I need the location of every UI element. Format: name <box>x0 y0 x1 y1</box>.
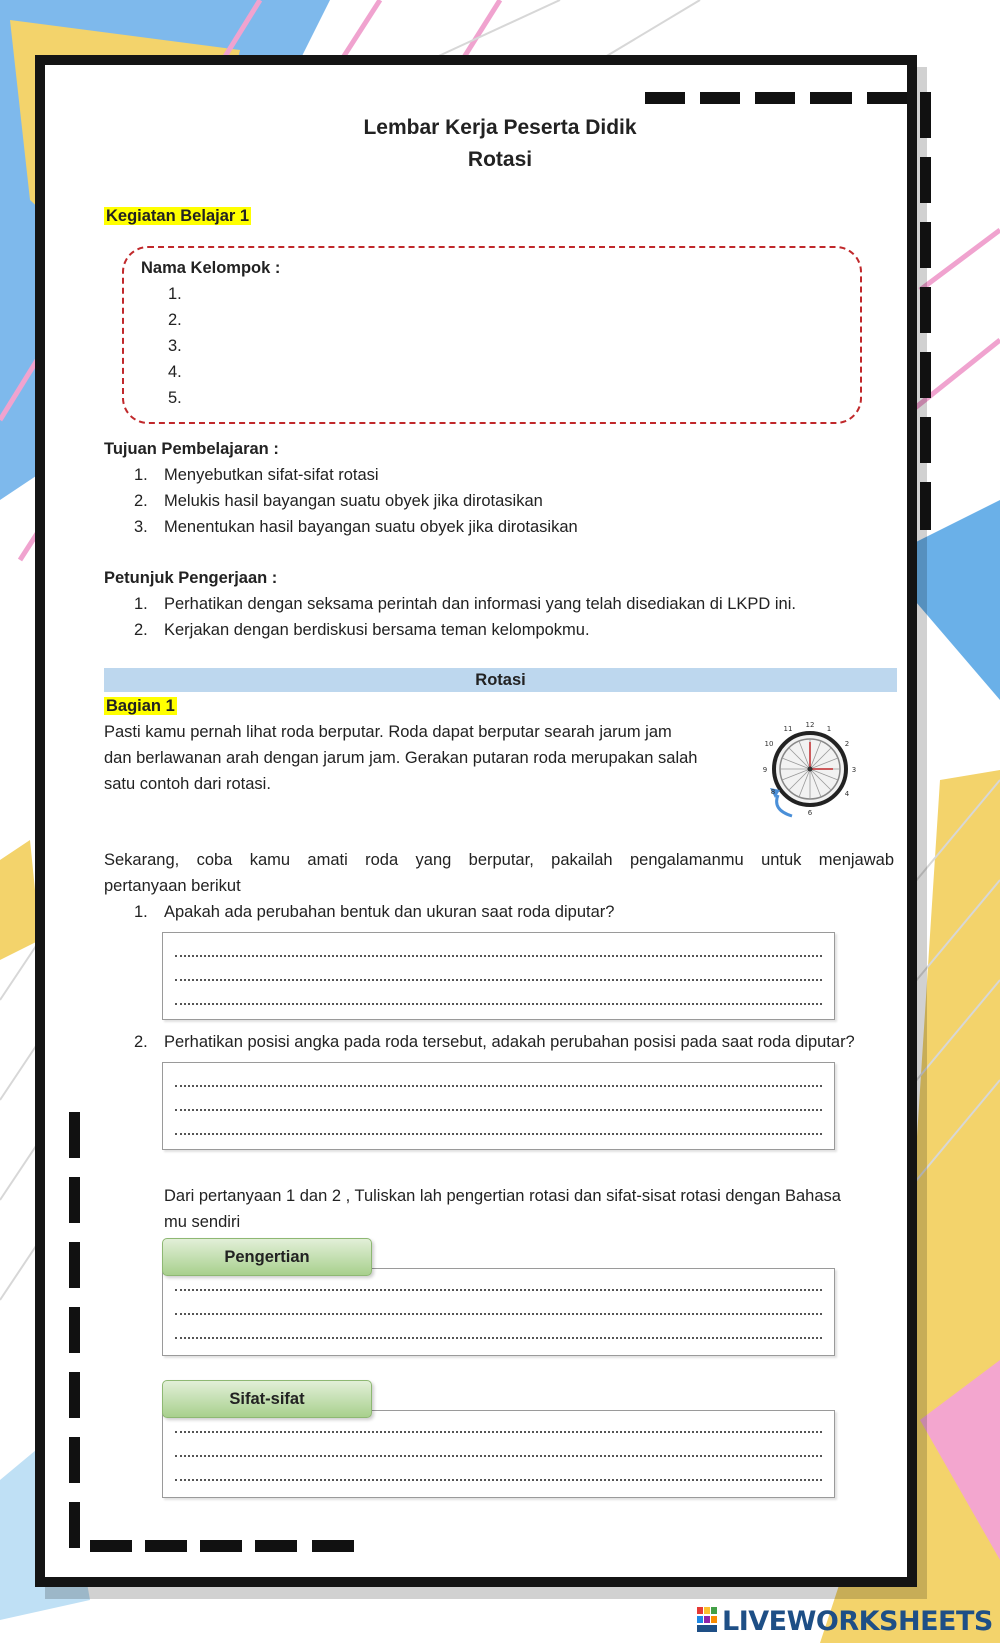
part-label <box>104 696 177 716</box>
wheel-num-12: 12 <box>805 721 815 729</box>
page-title: Lembar Kerja Peserta Didik <box>363 116 637 139</box>
page-subtitle: Rotasi <box>467 148 533 171</box>
intro-line-1: Pasti kamu pernah lihat roda berputar. Roda dapat berputar searah jarum jam <box>104 723 672 741</box>
group-member-2: 2. <box>168 311 182 329</box>
wheel-num-8: 8 <box>770 788 776 796</box>
definition-answer-box[interactable] <box>162 1268 835 1356</box>
answer-box-2[interactable] <box>162 1062 835 1150</box>
question-text-1: Apakah ada perubahan bentuk dan ukuran saat roda diputar? <box>164 903 615 921</box>
instructions-label: Petunjuk Pengerjaan : <box>104 569 278 587</box>
wheel-num-10: 10 <box>764 740 774 748</box>
intro-line-2: dan berlawanan arah dengan jarum jam. Gerakan putaran roda merupakan salah <box>104 749 698 767</box>
brand-text: LIVEWORKSHEETS <box>722 1606 993 1637</box>
wheel-num-2: 2 <box>844 740 850 748</box>
observe-line-2: pertanyaan berikut <box>104 877 241 895</box>
properties-label: Sifat-sifat <box>162 1380 372 1418</box>
liveworksheets-logo-icon <box>697 1607 719 1633</box>
objectives-label: Tujuan Pembelajaran : <box>104 440 279 458</box>
objective-text-3: Menentukan hasil bayangan suatu obyek jika dirotasikan <box>164 518 578 536</box>
answer-line <box>175 1109 822 1111</box>
answer-line <box>175 1337 822 1339</box>
objective-num-1: 1. <box>134 466 148 484</box>
instruction-text-1: Perhatikan dengan seksama perintah dan informasi yang telah disediakan di LKPD ini. <box>164 595 796 613</box>
answer-line <box>175 1003 822 1005</box>
group-member-4: 4. <box>168 363 182 381</box>
summary-line-2: mu sendiri <box>164 1213 241 1231</box>
group-member-3: 3. <box>168 337 182 355</box>
objective-text-1: Menyebutkan sifat-sifat rotasi <box>164 466 379 484</box>
answer-line <box>175 955 822 957</box>
answer-line <box>175 1479 822 1481</box>
question-num-2: 2. <box>134 1033 148 1051</box>
question-text-2: Perhatikan posisi angka pada roda tersebut, adakah perubahan posisi pada saat roda diputar? <box>164 1033 855 1051</box>
group-member-1: 1. <box>168 285 182 303</box>
intro-line-3: satu contoh dari rotasi. <box>104 775 271 793</box>
liveworksheets-brand <box>697 1606 997 1638</box>
instruction-num-2: 2. <box>134 621 148 639</box>
section-title-bar: Rotasi <box>104 668 897 692</box>
summary-line-1: Dari pertanyaan 1 dan 2 , Tuliskan lah pengertian rotasi dan sifat-sisat rotasi dengan Bahasa <box>164 1187 841 1205</box>
definition-label: Pengertian <box>162 1238 372 1276</box>
instruction-text-2: Kerjakan dengan berdiskusi bersama teman kelompokmu. <box>164 621 590 639</box>
wheel-num-1: 1 <box>826 725 832 733</box>
wheel-illustration <box>750 718 870 818</box>
properties-answer-box[interactable] <box>162 1410 835 1498</box>
part-highlight: Bagian 1 <box>106 697 175 715</box>
group-member-5: 5. <box>168 389 182 407</box>
group-label: Nama Kelompok : <box>141 259 281 277</box>
objective-text-2: Melukis hasil bayangan suatu obyek jika dirotasikan <box>164 492 543 510</box>
observe-line-1: Sekarang, coba kamu amati roda yang berputar, pakailah pengalamanmu untuk menjawab <box>104 851 894 869</box>
wheel-num-4: 4 <box>844 790 850 798</box>
objective-num-2: 2. <box>134 492 148 510</box>
wheel-num-6: 6 <box>807 809 813 817</box>
wheel-num-3: 3 <box>851 766 857 774</box>
instruction-num-1: 1. <box>134 595 148 613</box>
answer-line <box>175 1313 822 1315</box>
answer-line <box>175 1133 822 1135</box>
objective-num-3: 3. <box>134 518 148 536</box>
activity-label <box>104 206 251 226</box>
activity-highlight: Kegiatan Belajar 1 <box>106 207 250 225</box>
answer-line <box>175 979 822 981</box>
answer-line <box>175 1455 822 1457</box>
question-num-1: 1. <box>134 903 148 921</box>
wheel-num-11: 11 <box>783 725 793 733</box>
answer-line <box>175 1431 822 1433</box>
answer-line <box>175 1085 822 1087</box>
answer-line <box>175 1289 822 1291</box>
wheel-num-9: 9 <box>762 766 768 774</box>
answer-box-1[interactable] <box>162 932 835 1020</box>
